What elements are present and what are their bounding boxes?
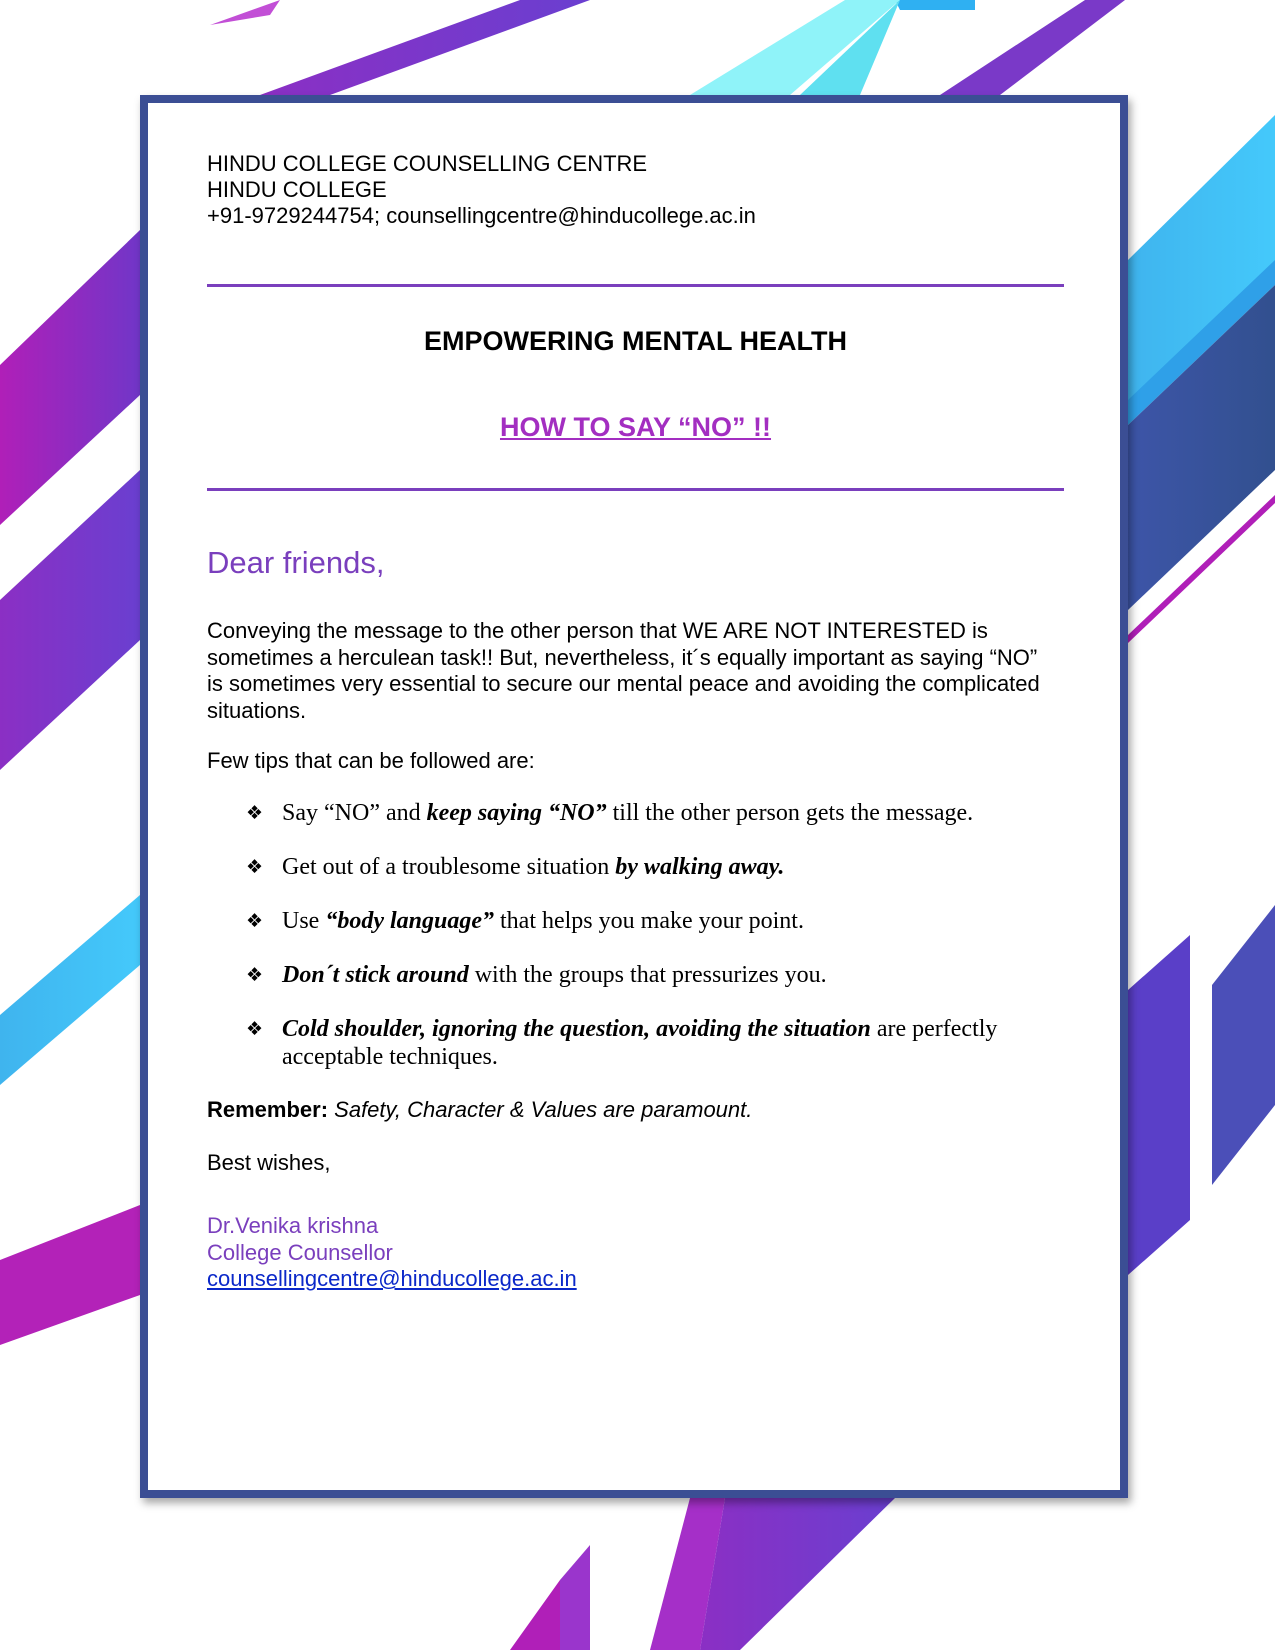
list-item: ❖ Don´t stick around with the groups that pressurizes you. [246,962,827,988]
bullet-icon: ❖ [246,964,264,986]
closing: Best wishes, [207,1150,331,1175]
bullet-icon: ❖ [246,910,264,932]
letterhead-college: HINDU COLLEGE [207,177,387,202]
remember-label: Remember: [207,1097,329,1122]
list-item: ❖ Use “body language” that helps you make your point. [246,908,804,934]
page-subtitle: HOW TO SAY “NO” !! [499,412,772,442]
signature-role: College Counsellor [207,1240,393,1265]
letterhead-contact: +91-9729244754; counsellingcentre@hinducollege.ac.in [207,203,756,228]
list-item: ❖ Cold shoulder, ignoring the question, avoiding the situation are perfectly acceptable techniques. [246,1016,998,1070]
remember-text: Safety, Character & Values are paramount. [328,1097,753,1122]
page-title: EMPOWERING MENTAL HEALTH [424,326,847,356]
list-item: ❖ Say “NO” and keep saying “NO” till the other person gets the message. [246,800,974,826]
remember-note [207,1097,752,1123]
intro-paragraph: Conveying the message to the other person that WE ARE NOT INTERESTED is sometimes a herculean task!! But, nevertheless, it´s equally important as saying “NO” is sometimes very essential to secure our mental peace and avoiding the complicated situations. [207,618,1040,723]
letterhead-org-name: HINDU COLLEGE COUNSELLING CENTRE [207,151,648,176]
signature-name: Dr.Venika krishna [207,1213,379,1238]
signature-email-link[interactable]: counsellingcentre@hinducollege.ac.in [207,1266,577,1291]
bullet-icon: ❖ [246,802,264,824]
greeting: Dear friends, [207,545,385,580]
bullet-icon: ❖ [246,1018,264,1040]
divider-bottom [207,488,1064,491]
divider-top [207,284,1064,287]
bullet-icon: ❖ [246,856,264,878]
list-item: ❖ Get out of a troublesome situation by walking away. [246,854,785,880]
tips-intro: Few tips that can be followed are: [207,748,535,773]
